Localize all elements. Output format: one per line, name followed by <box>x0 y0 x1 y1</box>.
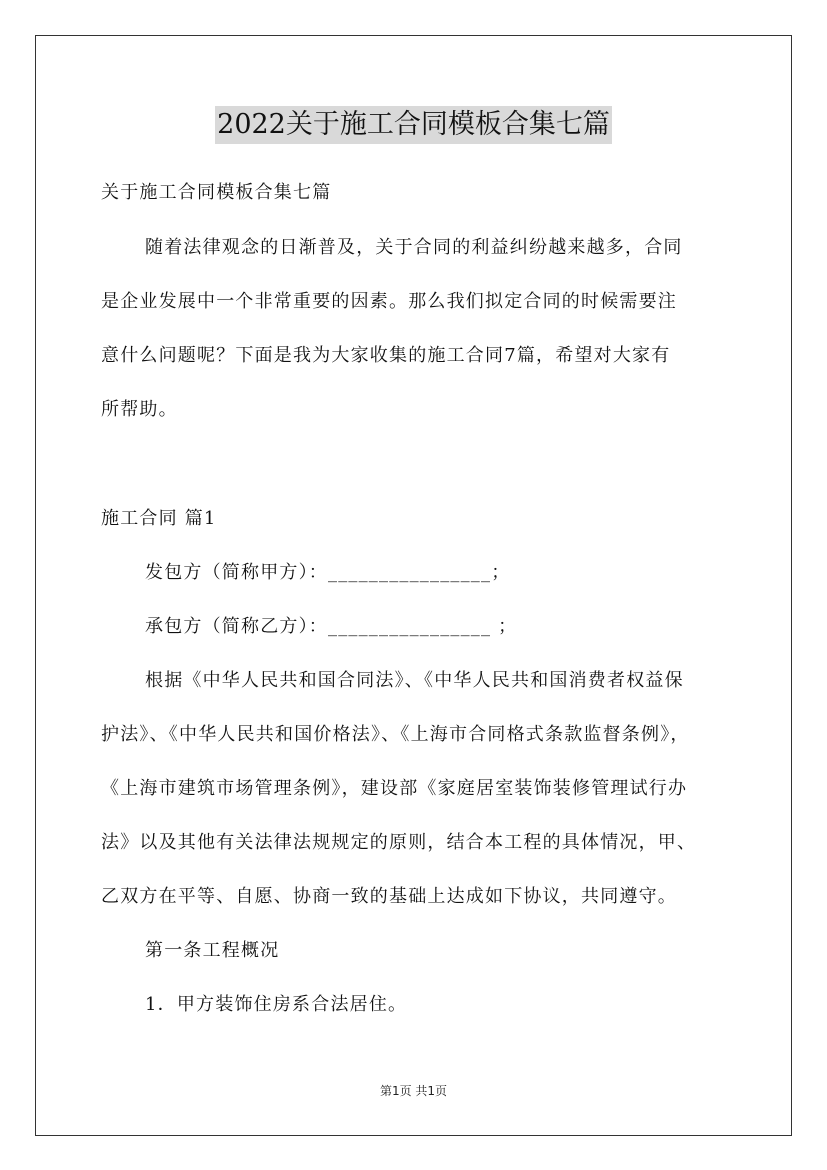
document-subtitle: 关于施工合同模板合集七篇 <box>101 182 332 203</box>
section-heading: 施工合同 篇1 <box>101 508 217 529</box>
basis-line-3: 《上海市建筑市场管理条例》，建设部《家庭居室装饰装修管理试行办 <box>101 778 688 799</box>
document-title-text: 2022关于施工合同模板合集七篇 <box>215 106 612 144</box>
article-heading: 第一条工程概况 <box>145 940 280 961</box>
party-b-line: 承包方（简称乙方）：________________ ； <box>145 616 518 637</box>
intro-line-2: 是企业发展中一个非常重要的因素。那么我们拟定合同的时候需要注 <box>101 291 677 312</box>
page-footer: 第1页 共1页 <box>379 1084 448 1098</box>
basis-line-2: 护法》、《中华人民共和国价格法》、《上海市合同格式条款监督条例》， <box>101 724 690 745</box>
intro-line-4: 所帮助。 <box>101 399 178 420</box>
basis-line-1: 根据《中华人民共和国合同法》、《中华人民共和国消费者权益保 <box>145 670 684 691</box>
intro-line-1: 随着法律观念的日渐普及，关于合同的利益纠纷越来越多，合同 <box>145 237 683 258</box>
party-a-line: 发包方（简称甲方）：________________； <box>145 562 511 583</box>
article-item-1: 1．甲方装饰住房系合法居住。 <box>145 994 408 1015</box>
intro-line-3: 意什么问题呢？下面是我为大家收集的施工合同7篇，希望对大家有 <box>101 345 671 366</box>
basis-line-5: 乙双方在平等、自愿、协商一致的基础上达成如下协议，共同遵守。 <box>101 886 677 907</box>
document-title <box>0 103 827 144</box>
basis-line-4: 法》以及其他有关法律法规规定的原则，结合本工程的具体情况，甲、 <box>101 832 697 853</box>
